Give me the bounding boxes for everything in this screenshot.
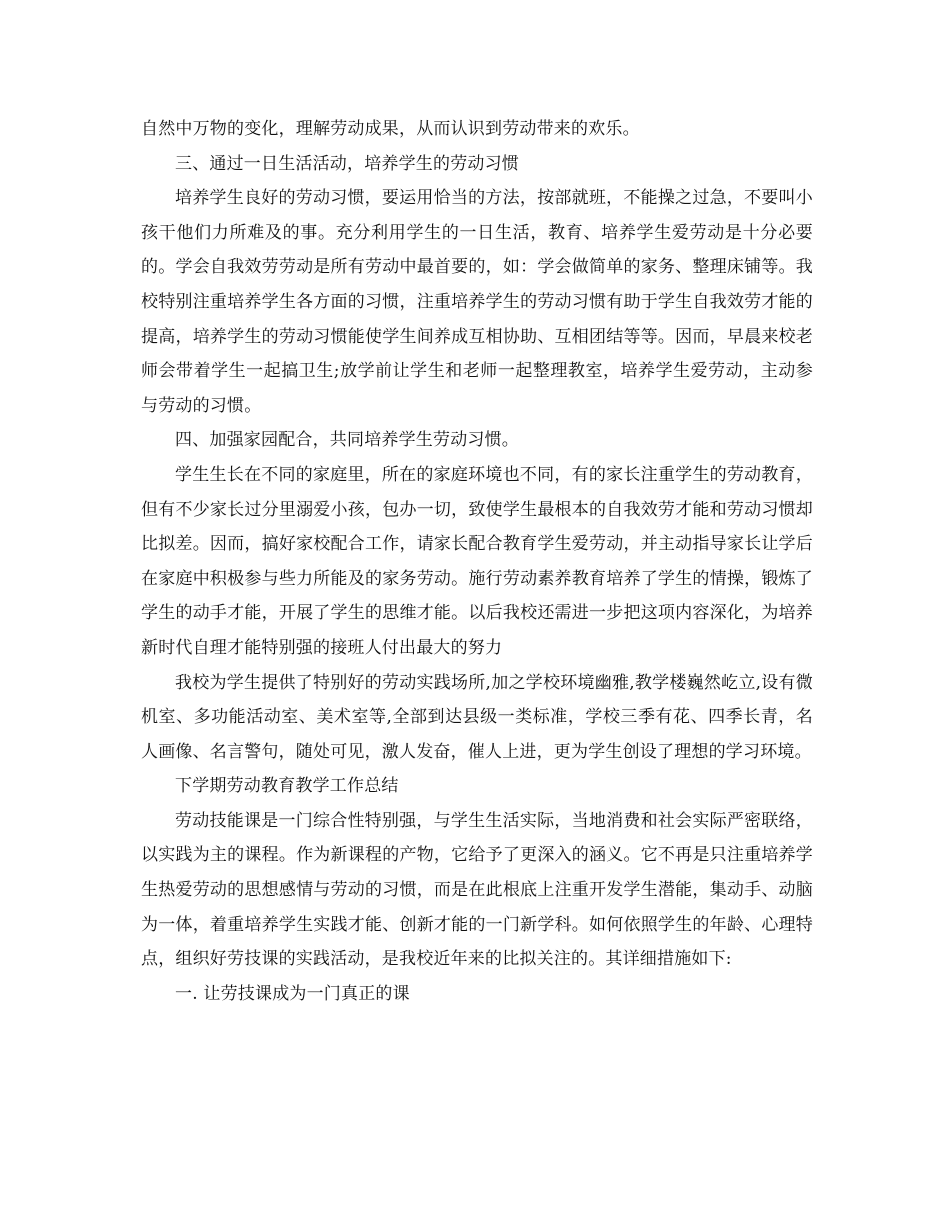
paragraph-home-school: 学生生长在不同的家庭里，所在的家庭环境也不同，有的家长注重学生的劳动教育，但有不少家长过分里溺爱小孩，包办一切，致使学生最根本的自我效劳才能和劳动习惯却比拟差。因而，搞好家校配合工作，请家长配合教育学生爱劳动，并主动指导家长让学后在家庭中积极参与些力所能及的家务劳动。施行劳动素养教育培养了学生的情操，锻炼了学生的动手才能，开展了学生的思维才能。以后我校还需进一步把这项内容深化，为培养新时代自理才能特别强的接班人付出最大的努力: [141, 464, 813, 658]
paragraph-labor-course: 劳动技能课是一门综合性特别强，与学生生活实际，当地消费和社会实际严密联络，以实践为主的课程。作为新课程的产物，它给予了更深入的涵义。它不再是只注重培养学生热爱劳动的思想感情与劳动的习惯，而是在此根底上注重开发学生潜能，集动手、动脑为一体，着重培养学生实践才能、创新才能的一门新学科。如何依照学生的年龄、心理特点，组织好劳技课的实践活动，是我校近年来的比拟关注的。其详细措施如下:: [141, 810, 813, 970]
paragraph-school-environment: 我校为学生提供了特别好的劳动实践场所,加之学校环境幽雅,教学楼巍然屹立,设有微机室、多功能活动室、美术室等,全部到达县级一类标准，学校三季有花、四季长青，名人画像、名言警句，随处可见，激人发奋，催人上进，更为学生创设了理想的学习环境。: [141, 672, 813, 762]
document-body: [141, 112, 813, 1011]
paragraph-continuation: 自然中万物的变化，理解劳动成果，从而认识到劳动带来的欢乐。: [141, 119, 640, 139]
paragraph-daily-habits: 培养学生良好的劳动习惯，要运用恰当的方法，按部就班，不能操之过急，不要叫小孩干他们力所难及的事。充分利用学生的一日生活，教育、培养学生爱劳动是十分必要的。学会自我效劳劳动是所有劳动中最首要的，如：学会做简单的家务、整理床铺等。我校特别注重培养学生各方面的习惯，注重培养学生的劳动习惯有助于学生自我效劳才能的提高，培养学生的劳动习惯能使学生间养成互相协助、互相团结等等。因而，早晨来校老师会带着学生一起搞卫生;放学前让学生和老师一起整理教室，培养学生爱劳动，主动参与劳动的习惯。: [141, 188, 813, 416]
section-heading-3: 三、通过一日生活活动，培养学生的劳动习惯: [175, 153, 519, 174]
section-heading-1: 一. 让劳技课成为一门真正的课: [175, 983, 410, 1004]
document-subtitle: 下学期劳动教育教学工作总结: [175, 776, 399, 797]
section-heading-4: 四、加强家园配合，共同培养学生劳动习惯。: [175, 430, 519, 451]
